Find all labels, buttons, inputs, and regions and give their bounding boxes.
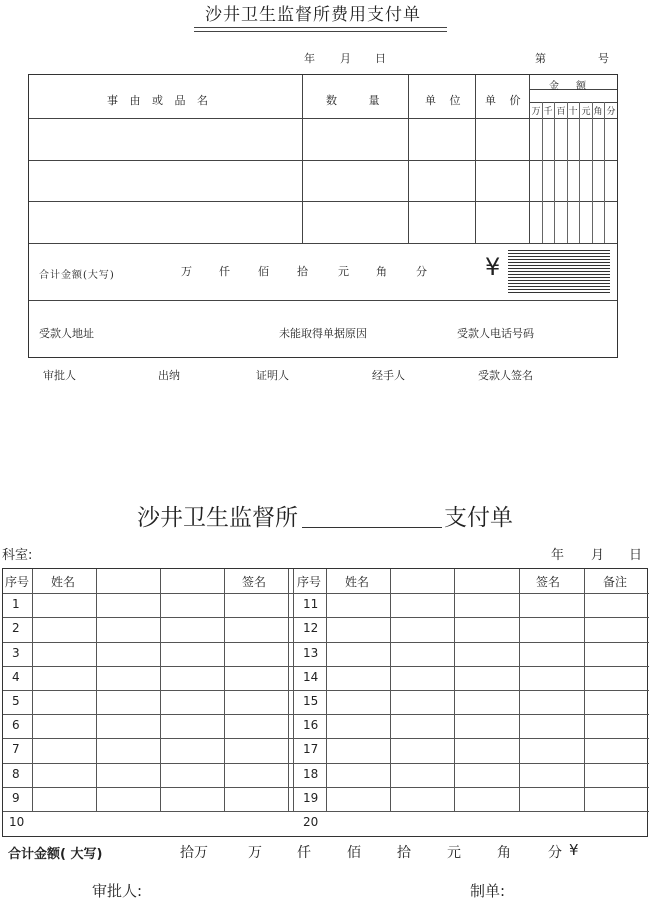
approver-label: 审批人: — [92, 882, 143, 900]
row-number: 20 — [303, 815, 319, 829]
header-amount: 金 额 — [549, 81, 587, 92]
total-unit: 角 — [497, 845, 511, 861]
row-number: 4 — [12, 670, 20, 684]
yen-icon: ¥ — [569, 841, 579, 859]
form2-title-right: 支付单 — [444, 505, 513, 531]
header-unit: 单 位 — [425, 94, 461, 107]
row-number: 7 — [12, 742, 20, 756]
signature-cashier: 出纳 — [158, 369, 180, 382]
total-unit: 仟 — [297, 845, 311, 861]
total-unit: 分 — [416, 265, 427, 278]
total-unit: 佰 — [347, 845, 361, 861]
total-unit: 拾 — [397, 845, 411, 861]
digit-bai: 百 — [556, 107, 566, 117]
row-number: 9 — [12, 791, 20, 805]
row-number: 6 — [12, 718, 20, 732]
title-underline — [194, 27, 447, 28]
digit-fen: 分 — [606, 107, 616, 117]
total-unit: 万 — [181, 265, 192, 278]
date-year-label: 年 — [551, 548, 565, 563]
row-number: 3 — [12, 646, 20, 660]
row-number: 11 — [303, 597, 319, 611]
signature-handler: 经手人 — [372, 369, 405, 382]
header-no-right: 序号 — [297, 575, 322, 589]
digit-yuan: 元 — [581, 107, 591, 117]
yen-icon: ¥ — [485, 253, 501, 281]
date-day-label: 日 — [375, 52, 386, 65]
row-number: 5 — [12, 694, 20, 708]
payment-table — [2, 568, 648, 837]
header-quantity: 数 量 — [326, 94, 380, 107]
payee-address-label: 受款人地址 — [39, 327, 94, 340]
row-number: 8 — [12, 767, 20, 781]
number-suffix-label: 号 — [598, 52, 609, 65]
department-label: 科室: — [2, 548, 33, 563]
maker-label: 制单: — [470, 882, 506, 900]
digit-wan: 万 — [531, 107, 541, 117]
header-price: 单 价 — [485, 94, 521, 107]
digit-shi: 十 — [568, 107, 578, 117]
payee-phone-label: 受款人电话号码 — [457, 327, 534, 340]
row-number: 2 — [12, 621, 20, 635]
row-number: 19 — [303, 791, 319, 805]
row-number: 12 — [303, 621, 319, 635]
signature-approver: 审批人 — [43, 369, 76, 382]
row-number: 15 — [303, 694, 319, 708]
row-number: 18 — [303, 767, 319, 781]
total-unit: 角 — [376, 265, 387, 278]
form1-title: 沙井卫生监督所费用支付单 — [205, 5, 421, 25]
signature-payee: 受款人签名 — [478, 369, 533, 382]
row-number: 13 — [303, 646, 319, 660]
row-number: 16 — [303, 718, 319, 732]
total-unit: 分 — [548, 845, 562, 861]
header-note-right: 备注 — [603, 575, 628, 589]
date-day-label: 日 — [629, 548, 643, 563]
total-unit: 仟 — [219, 265, 230, 278]
total-unit: 元 — [447, 845, 461, 861]
digit-jiao: 角 — [593, 107, 603, 117]
row-number: 1 — [12, 597, 20, 611]
digit-qian: 千 — [543, 107, 553, 117]
total-amount-label: 合计金额( 大写) — [8, 847, 103, 862]
row-number: 10 — [9, 815, 25, 829]
total-unit: 佰 — [258, 265, 269, 278]
no-receipt-reason-label: 未能取得单据原因 — [279, 327, 367, 340]
total-label: 合计金额(大写) — [39, 270, 115, 281]
total-unit: 元 — [338, 265, 349, 278]
row-number: 17 — [303, 742, 319, 756]
date-year-label: 年 — [304, 52, 315, 65]
signature-witness: 证明人 — [256, 369, 289, 382]
total-unit: 万 — [248, 845, 262, 861]
date-month-label: 月 — [591, 548, 605, 563]
row-number: 14 — [303, 670, 319, 684]
header-name-left: 姓名 — [51, 575, 76, 589]
title-underline — [194, 31, 447, 32]
total-unit: 拾万 — [180, 845, 208, 861]
header-name-right: 姓名 — [345, 575, 370, 589]
expense-table — [28, 74, 618, 358]
header-sign-right: 签名 — [536, 575, 561, 589]
form2-title-blank — [302, 527, 442, 528]
total-unit: 拾 — [297, 265, 308, 278]
header-item: 事 由 或 品 名 — [107, 94, 208, 107]
number-prefix-label: 第 — [535, 52, 546, 65]
form2-title-left: 沙井卫生监督所 — [137, 505, 298, 531]
date-month-label: 月 — [340, 52, 351, 65]
header-sign-left: 签名 — [242, 575, 267, 589]
header-no-left: 序号 — [5, 575, 30, 589]
